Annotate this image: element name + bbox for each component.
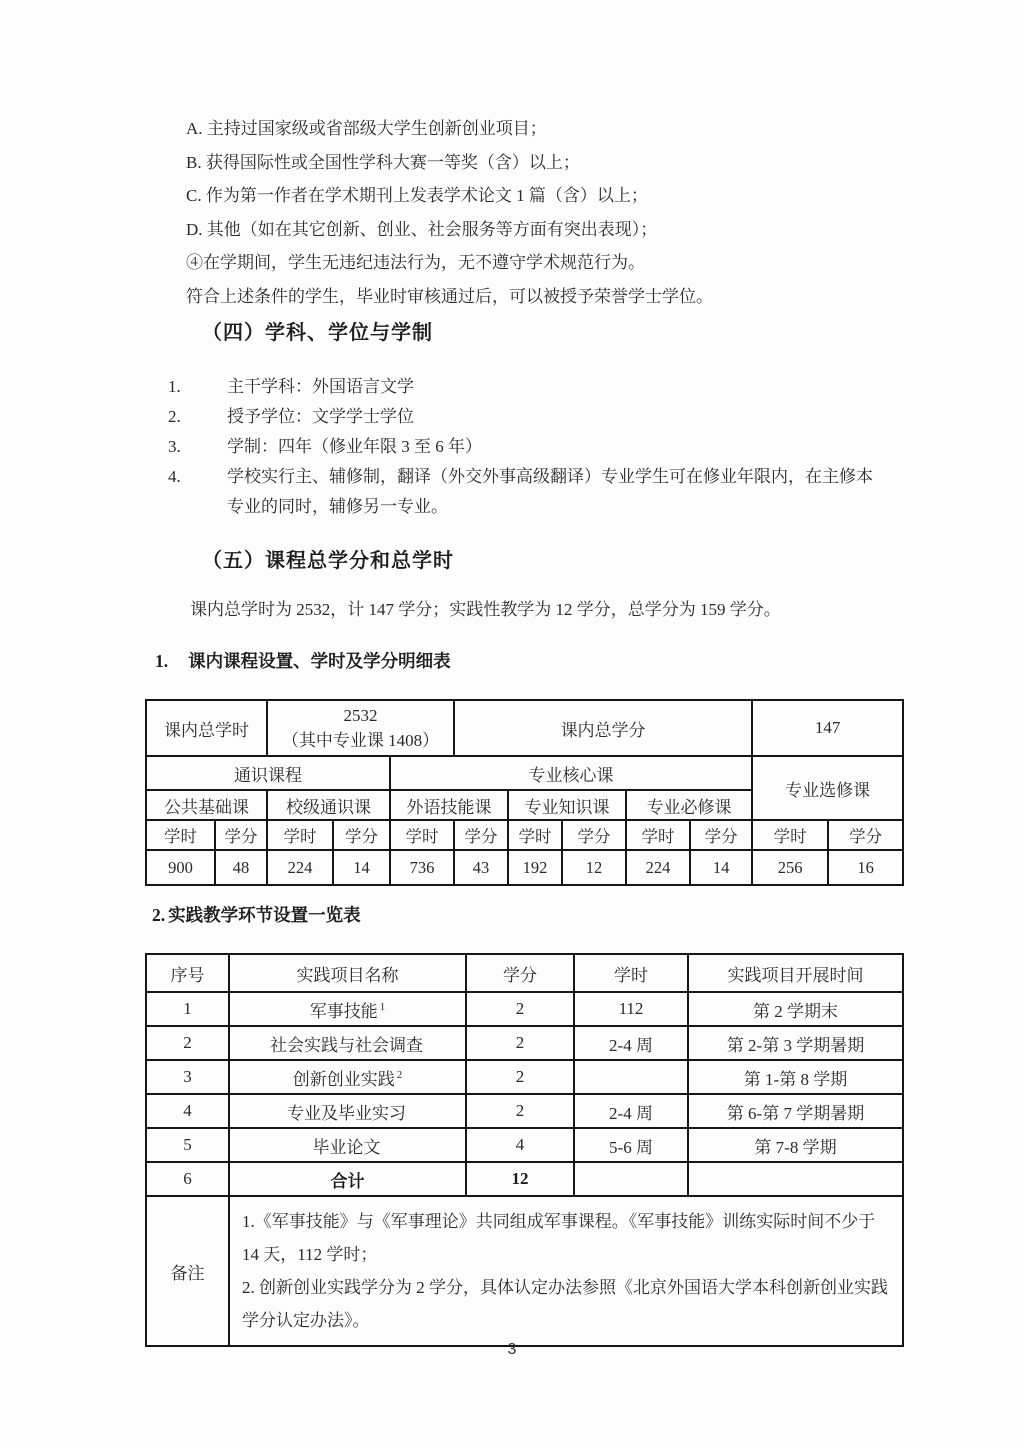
header-cell: 学时 xyxy=(574,954,688,992)
category-cell: 专业必修课 xyxy=(626,790,752,820)
table2-caption xyxy=(152,902,361,927)
list-item-text: 主干学科：外国语言文学 xyxy=(227,377,414,396)
unit-hours-cell: 学时 xyxy=(752,820,828,850)
table1-caption-text: 课内课程设置、学时及学分明细表 xyxy=(188,651,451,671)
project-name-cell xyxy=(229,992,466,1026)
value-cell: 48 xyxy=(215,850,267,885)
header-cell: 序号 xyxy=(146,954,229,992)
table1-unit-header-row xyxy=(146,820,903,850)
group-elective-cell: 专业选修课 xyxy=(752,756,903,820)
unit-hours-cell: 学时 xyxy=(267,820,333,850)
footnote-marker: 2 xyxy=(396,1068,403,1081)
table1-caption-number: 1. xyxy=(155,651,169,671)
intro-line-c: C. 作为第一作者在学术期刊上发表学术论文 1 篇（含）以上； xyxy=(186,186,648,205)
project-name-cell xyxy=(229,1094,466,1128)
intro-line-d: D. 其他（如在其它创新、创业、社会服务等方面有突出表现）； xyxy=(186,219,658,239)
practice-teaching-table xyxy=(145,953,904,1347)
project-name-cell xyxy=(229,1128,466,1162)
unit-credits-cell: 学分 xyxy=(562,820,626,850)
note-row xyxy=(146,1196,903,1346)
credits-cell: 2 xyxy=(466,1094,574,1128)
unit-hours-cell: 学时 xyxy=(146,820,215,850)
credits-cell: 2 xyxy=(466,1060,574,1094)
value-cell: 900 xyxy=(146,850,215,885)
table-row xyxy=(146,1026,903,1060)
value-cell: 16 xyxy=(828,850,903,885)
total-hours-note: （其中专业课 1408） xyxy=(281,730,440,750)
credits-cell: 2 xyxy=(466,1026,574,1060)
table1-summary-row xyxy=(146,700,903,756)
note-line: 1.《军事技能》与《军事理论》共同组成军事课程。《军事技能》训练实际时间不少于 14 天，112 学时； xyxy=(242,1212,876,1264)
unit-credits-cell: 学分 xyxy=(215,820,267,850)
intro-line-a: A. 主持过国家级或省部级大学生创新创业项目； xyxy=(186,119,547,138)
table-row xyxy=(146,1060,903,1094)
table-row xyxy=(146,1128,903,1162)
table-row xyxy=(146,992,903,1026)
project-name: 专业及毕业实习 xyxy=(287,1103,406,1123)
credits-cell: 2 xyxy=(466,992,574,1026)
table2-header-row xyxy=(146,954,903,992)
group-core-cell: 专业核心课 xyxy=(390,756,752,790)
list-item xyxy=(168,432,882,462)
total-label-cell: 合计 xyxy=(229,1162,466,1196)
value-cell: 14 xyxy=(690,850,752,885)
unit-hours-cell: 学时 xyxy=(626,820,690,850)
project-name: 社会实践与社会调查 xyxy=(270,1035,423,1055)
category-cell: 校级通识课 xyxy=(267,790,390,820)
value-cell: 224 xyxy=(267,850,333,885)
total-hours-value-cell xyxy=(267,700,454,756)
total-credits-cell: 12 xyxy=(466,1162,574,1196)
category-cell: 公共基础课 xyxy=(146,790,267,820)
project-name: 军事技能 xyxy=(309,1001,378,1021)
schedule-cell: 第 2-第 3 学期暑期 xyxy=(688,1026,903,1060)
header-cell: 实践项目开展时间 xyxy=(688,954,903,992)
list-item-text: 学制：四年（修业年限 3 至 6 年） xyxy=(227,437,482,456)
list-item-number: 2. xyxy=(168,407,181,426)
value-cell: 224 xyxy=(626,850,690,885)
list-item-number: 3. xyxy=(168,437,181,456)
section5-paragraph: 课内总学时为 2532，计 147 学分；实践性教学为 12 学分，总学分为 159 学分。 xyxy=(190,600,781,619)
hours-cell xyxy=(574,1162,688,1196)
section4-heading: （四）学科、学位与学制 xyxy=(202,322,433,344)
value-cell: 736 xyxy=(390,850,454,885)
table1-group-row xyxy=(146,756,903,790)
total-hours-value: 2532 xyxy=(343,705,378,725)
project-name: 创新创业实践 xyxy=(292,1069,395,1089)
schedule-cell: 第 2 学期末 xyxy=(688,992,903,1026)
unit-credits-cell: 学分 xyxy=(828,820,903,850)
row-no-cell: 4 xyxy=(146,1094,229,1128)
credits-cell: 4 xyxy=(466,1128,574,1162)
unit-credits-cell: 学分 xyxy=(333,820,390,850)
unit-hours-cell: 学时 xyxy=(508,820,562,850)
category-cell: 专业知识课 xyxy=(508,790,626,820)
schedule-cell: 第 1-第 8 学期 xyxy=(688,1060,903,1094)
section5-heading: （五）课程总学分和总学时 xyxy=(202,550,454,572)
list-item-text: 学校实行主、辅修制，翻译（外交外事高级翻译）专业学生可在修业年限内，在主修本专业的同时，辅修另一专业。 xyxy=(227,467,873,516)
header-cell: 学分 xyxy=(466,954,574,992)
list-item-text: 授予学位：文学学士学位 xyxy=(227,407,414,426)
total-hours-label-cell: 课内总学时 xyxy=(146,700,267,756)
table2-caption-number: 2. xyxy=(152,905,166,925)
table1-caption xyxy=(155,648,451,673)
note-line: 2. 创新创业实践学分为 2 学分，具体认定办法参照《北京外国语大学本科创新创业实践学分认定办法》。 xyxy=(242,1278,888,1330)
project-name: 毕业论文 xyxy=(312,1137,381,1157)
row-no-cell: 5 xyxy=(146,1128,229,1162)
value-cell: 12 xyxy=(562,850,626,885)
footnote-marker: 1 xyxy=(379,1000,386,1013)
value-cell: 192 xyxy=(508,850,562,885)
intro-line-summary: 符合上述条件的学生，毕业时审核通过后，可以被授予荣誉学士学位。 xyxy=(186,286,713,306)
note-content-cell xyxy=(229,1196,903,1346)
header-cell: 实践项目名称 xyxy=(229,954,466,992)
intro-line-b: B. 获得国际性或全国性学科大赛一等奖（含）以上； xyxy=(186,152,580,172)
row-no-cell: 2 xyxy=(146,1026,229,1060)
group-general-cell: 通识课程 xyxy=(146,756,390,790)
table2-caption-text: 实践教学环节设置一览表 xyxy=(168,905,361,925)
project-name-cell xyxy=(229,1026,466,1060)
list-item-number: 1. xyxy=(168,377,181,396)
note-label-cell: 备注 xyxy=(146,1196,229,1346)
total-credits-label-cell: 课内总学分 xyxy=(454,700,752,756)
value-cell: 14 xyxy=(333,850,390,885)
course-hours-credits-table xyxy=(145,699,904,886)
page-number: 3 xyxy=(507,1341,517,1358)
intro-line-4: ④在学期间，学生无违纪违法行为，无不遵守学术规范行为。 xyxy=(186,253,645,272)
unit-credits-cell: 学分 xyxy=(454,820,508,850)
row-no-cell: 3 xyxy=(146,1060,229,1094)
hours-cell: 5-6 周 xyxy=(574,1128,688,1162)
hours-cell: 2-4 周 xyxy=(574,1094,688,1128)
value-cell: 256 xyxy=(752,850,828,885)
section4-list xyxy=(168,372,882,522)
intro-paragraphs xyxy=(186,112,916,313)
schedule-cell xyxy=(688,1162,903,1196)
list-item xyxy=(168,462,882,522)
list-item xyxy=(168,402,882,432)
table1-values-row xyxy=(146,850,903,885)
table-row xyxy=(146,1094,903,1128)
total-credits-value-cell: 147 xyxy=(752,700,903,756)
project-name-cell xyxy=(229,1060,466,1094)
row-no-cell: 1 xyxy=(146,992,229,1026)
value-cell: 43 xyxy=(454,850,508,885)
hours-cell: 112 xyxy=(574,992,688,1026)
schedule-cell: 第 6-第 7 学期暑期 xyxy=(688,1094,903,1128)
unit-credits-cell: 学分 xyxy=(690,820,752,850)
list-item-number: 4. xyxy=(168,467,181,486)
row-no-cell: 6 xyxy=(146,1162,229,1196)
hours-cell xyxy=(574,1060,688,1094)
unit-hours-cell: 学时 xyxy=(390,820,454,850)
total-row xyxy=(146,1162,903,1196)
schedule-cell: 第 7-8 学期 xyxy=(688,1128,903,1162)
category-cell: 外语技能课 xyxy=(390,790,508,820)
hours-cell: 2-4 周 xyxy=(574,1026,688,1060)
list-item xyxy=(168,372,882,402)
